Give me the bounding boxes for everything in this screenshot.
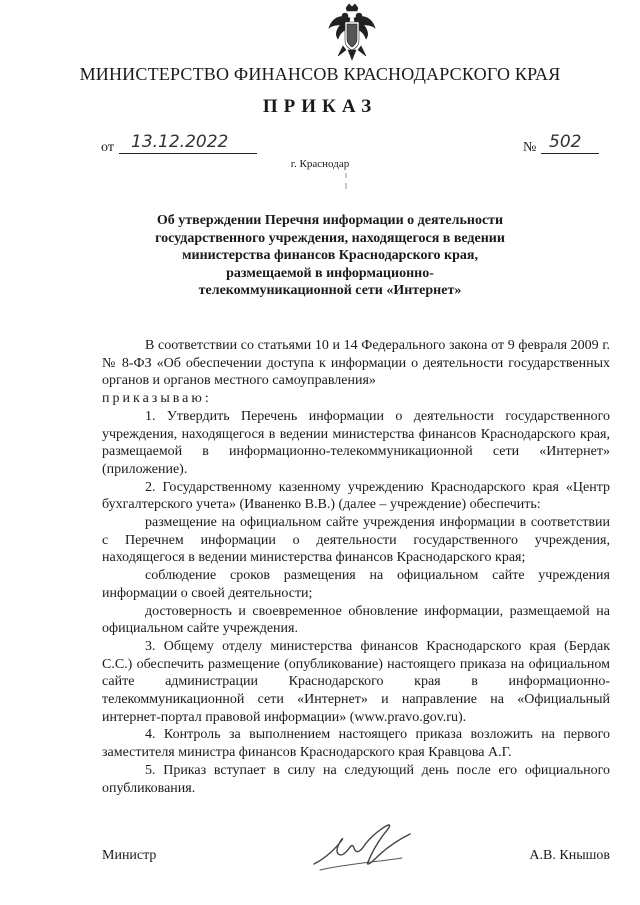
signer-position: Министр <box>102 848 157 863</box>
city: г. Краснодар <box>290 158 350 170</box>
coat-of-arms-emblem <box>326 2 378 64</box>
document-type: ПРИКАЗ <box>262 96 378 117</box>
date-number-row <box>101 134 601 160</box>
document-number: 502 <box>541 132 599 154</box>
body-paragraph: приказываю: <box>102 391 212 407</box>
body-paragraph: соблюдение сроков размещения на официальном сайте учреждения информации о своей деятельности; <box>102 568 610 601</box>
body-paragraph: 4. Контроль за выполнением настоящего приказа возложить на первого заместителя министра финансов Краснодарского края Кравцова А.Г. <box>102 727 610 761</box>
signature-block <box>102 846 610 876</box>
body-paragraph: 2. Государственному казенному учреждению Краснодарского края «Центр бухгалтерского учета» (Иваненко В.В.) (далее – учреждение) обеспечить: <box>102 479 610 513</box>
ministry-name: МИНИСТЕРСТВО ФИНАНСОВ КРАСНОДАРСКОГО КРАЯ <box>79 64 561 84</box>
document-body <box>102 337 610 797</box>
body-paragraph: достоверность и своевременное обновление информации, размещаемой на официальном сайте учреждения. <box>102 603 610 637</box>
body-paragraph: 1. Утвердить Перечень информации о деятельности государственного учреждения, находящегося в ведении министерства финансов Краснодарского края, размещаемой в информационно-телекоммуникационной сети «Интернет» (приложение). <box>102 408 610 477</box>
scan-mark <box>343 172 353 190</box>
body-paragraph: размещение на официальном сайте учреждения информации в соответствии с Перечнем информации о деятельности государственного учреждения, находящегося в ведении министерства финансов Краснодарского края; <box>102 515 610 566</box>
body-paragraph: 5. Приказ вступает в силу на следующий день после его официального опубликования. <box>102 762 610 796</box>
body-paragraph: В соответствии со статьями 10 и 14 Федерального закона от 9 февраля 2009 г. № 8-ФЗ «Об обеспечении доступа к информации о деятельности государственных органов и органов местного самоуправления» <box>102 338 610 389</box>
number-prefix: № <box>523 140 537 155</box>
signer-name: А.В. Кнышов <box>529 848 610 863</box>
date-prefix: от <box>101 140 114 155</box>
document-title: Об утверждении Перечня информации о деятельности государственного учреждения, находящегося в ведении министерства финансов Краснодарского края, размещаемой в информационно-телекоммуникационной сети «Интернет» <box>155 213 505 299</box>
body-paragraph: 3. Общему отделу министерства финансов Краснодарского края (Бердак С.С.) обеспечить размещение (опубликование) настоящего приказа на официальном сайте администрации Краснодарского края в информационно-телекоммуникационной сети «Интернет» и направление на «Официальный интернет-портал правовой информации» (www.pravo.gov.ru). <box>102 638 610 725</box>
document-date: 13.12.2022 <box>119 132 257 154</box>
